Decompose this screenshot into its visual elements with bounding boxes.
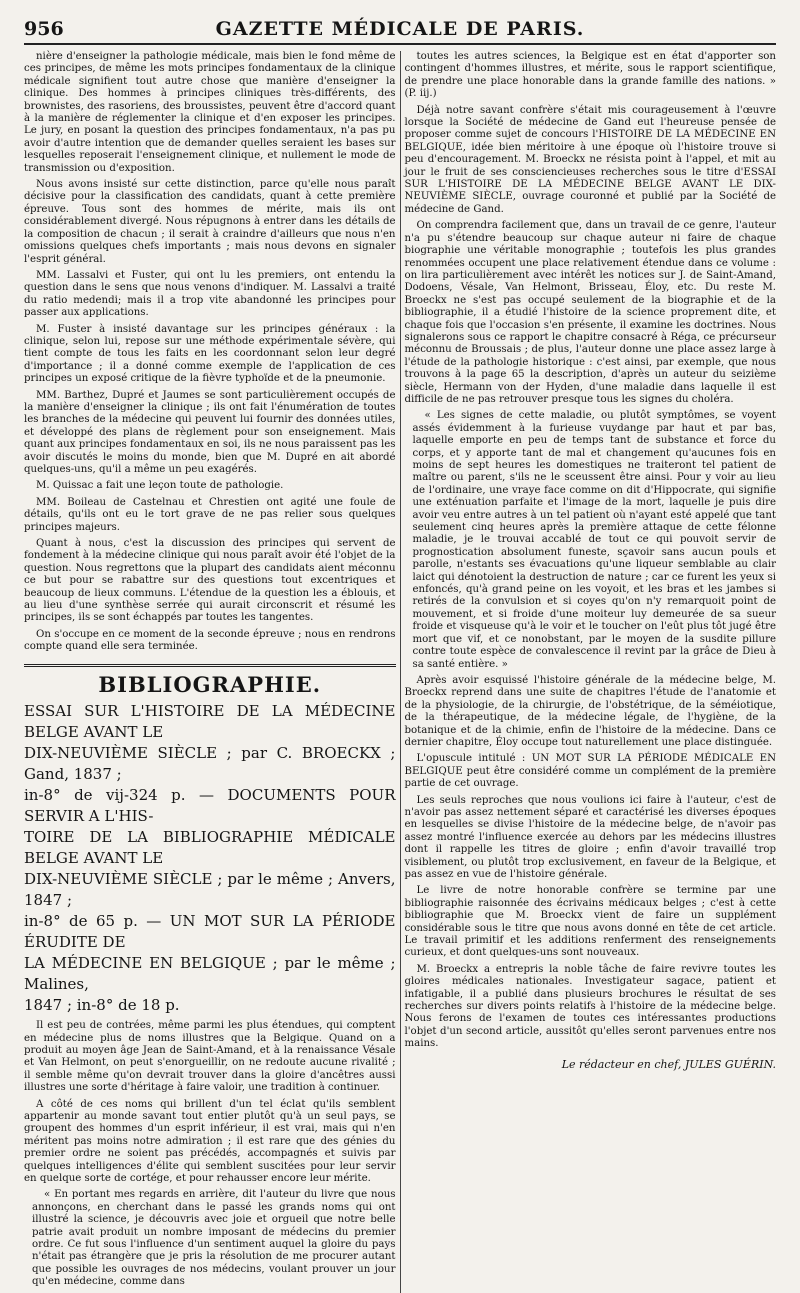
paragraph: MM. Lassalvi et Fuster, qui ont lu les premiers, ont entendu la question dans le sens que nous venons d'indiquer. M. Lassalvi a traité du ratio medendi; mais il a trop vite abandonné les principes pour passer aux applications. <box>24 269 396 319</box>
paragraph: On comprendra facilement que, dans un travail de ce genre, l'auteur n'a pu s'étendre beaucoup sur chaque auteur ni faire de chaque biographie une véritable monographie ; toutefois les plus grandes renommées occupent une place relativement étendue dans ce volume : on lira particulièrement avec intérêt les notices sur J. de Saint-Amand, Dodoens, Vésale, Van Helmont, Brisseau, Éloy, etc. Du reste M. Broeckx ne s'est pas occupé seulement de la biographie et de la bibliographie, il a étudié l'histoire de la science proprement dite, et chaque fois que l'occasion s'en présente, il examine les doctrines. Nous signalerons sous ce rapport le chapitre consacré à Réga, ce précurseur méconnu de Broussais ; de plus, l'auteur donne une place assez large à l'étude de la pathologie historique : c'est ainsi, par exemple, que nous trouvons à la page 65 la description, d'après un auteur du seizième siècle, Hermann von der Hyden, d'une maladie dans laquelle il est difficile de ne pas retrouver presque tous les signes du choléra. <box>404 220 776 405</box>
citation-line: LA MÉDECINE EN BELGIQUE ; par le même ; Malines, <box>24 954 396 994</box>
page-header <box>24 18 776 45</box>
columns <box>24 51 776 1293</box>
left-column <box>24 51 396 1293</box>
bibliography-paragraphs <box>24 1020 396 1185</box>
citation-line: in-8° de vij-324 p. — DOCUMENTS POUR SERVIR A L'HIS- <box>24 786 396 826</box>
bibliography-citation <box>24 701 396 1016</box>
citation-line: DIX-NEUVIÈME SIÈCLE ; par C. BROECKX ; Gand, 1837 ; <box>24 744 396 784</box>
paragraph: MM. Barthez, Dupré et Jaumes se sont particulièrement occupés de la manière d'enseigner la clinique ; ils ont fait l'énumération de toutes les branches de la médecine qui peuvent lui fournir des données utiles, et développé des plans de règlement pour son enseignement. Mais quant aux principes fondamentaux en soi, ils ne nous paraissent pas les avoir discutés le moins du monde, bien que M. Dupré en ait abordé quelques-uns, qu'il a même un peu exagérés. <box>24 389 396 475</box>
paragraph: M. Broeckx a entrepris la noble tâche de faire revivre toutes les gloires médicales nationales. Investigateur sagace, patient et infatigable, il a publié dans plusieurs brochures le résultat de ses recherches sur divers points relatifs à l'histoire de la médecine belge. Nous ferons de l'examen de toutes ces intéressantes productions l'objet d'un second article, aussitôt qu'elles seront parvenues entre nos mains. <box>404 963 776 1050</box>
paragraph: M. Fuster à insisté davantage sur les principes généraux : la clinique, selon lui, repose sur une méthode expérimentale sévère, qui tient compte de tous les faits en les coordonnant selon leur degré d'importance ; il a donné comme exemple de l'application de ces principes un exposé critique de la fièvre typhoïde et de la pneumonie. <box>24 323 396 385</box>
editor-signature: Le rédacteur en chef, JULES GUÉRIN. <box>561 1057 776 1071</box>
right-column <box>405 51 777 1293</box>
paragraph: L'opuscule intitulé : UN MOT SUR LA PÉRIODE MÉDICALE EN BELGIQUE peut être considéré comme un complément de la première partie de cet ouvrage. <box>404 753 776 790</box>
paragraph: A côté de ces noms qui brillent d'un tel éclat qu'ils semblent appartenir au monde savant tout entier plutôt qu'à un seul pays, se groupent des hommes d'un esprit inférieur, il est vrai, mais qui n'en méritent pas moins notre admiration ; il est rare que des génies du premier ordre ne soient pas précédés, accompagnés et suivis par quelques intelligences d'élite qui semblent suscitées pour leur servir en quelque sorte de cortége, et pour rehausser encore leur mérite. <box>24 1098 396 1184</box>
paragraph: Quant à nous, c'est la discussion des principes qui servent de fondement à la médecine clinique qui nous paraît avoir été l'objet de la question. Nous regrettons que la plupart des candidats aient méconnu ce but pour se rabattre sur des questions tout excentriques et beaucoup de lieux communs. L'étendue de la question les a éblouis, et au lieu d'une synthèse serrée qui aurait circonscrit et résumé les principes, ils se sont échappés par toutes les tangentes. <box>24 538 396 624</box>
paragraph: « Les signes de cette maladie, ou plutôt symptômes, se voyent assés évidemment à la furieuse vuydange par haut et par bas, laquelle emporte en peu de temps tant de substance et force du corps, et y apporte tant de mal et changement qu'aucunes fois en moins de sept heures les domestiques ne traiteront tel patient de maître ou parent, s'ils ne le sceussent être ainsi. Pour y voir au lieu de l'ordinaire, une vraye face comme on dit d'Hippocrate, qui signifie une exténuation parfaite et l'image de la mort, laquelle je puis dire avoir veu entre autres à un tel patient où n'ayant esté appelé que tant seulement cinq heures après la première attaque de cette félonne maladie, je le trouvai accablé de tout ce qui pouvoit servir de prognostication absolument funeste, sçavoir sans aucun pouls et parolle, n'estants ses évacuations qu'une liqueur semblable au clair laict qui dénotoient la destruction de nature ; car ce furent les yeux si enfoncés, qu'à grand peine on les voyoit, et les bras et les jambes si retirés de la convulsion et si coyes qu'on n'y remarquoit point de mouvement, et si froide d'une moiteur luy demeurée de sa sueur froide et visqueuse qu'à le voir et le toucher on l'eût plus tôt jugé être mort que vif, et ce nonobstant, par le moyen de la susdite pillure contre toute espèce de convalescence il revint par la grâce de Dieu à sa santé entière. » <box>405 410 777 671</box>
citation-line: 1847 ; in-8° de 18 p. <box>24 996 180 1015</box>
paragraph: Déjà notre savant confrère s'était mis courageusement à l'œuvre lorsque la Société de médecine de Gand eut l'heureuse pensée de proposer comme sujet de concours l'HISTOIRE DE LA MÉDECINE EN BELGIQUE, idée bien méritoire à une époque où l'histoire trouve si peu d'encouragement. M. Broeckx ne résista point à l'appel, et mit au jour le fruit de ses consciencieuses recherches sous le titre d'ESSAI SUR L'HISTOIRE DE LA MÉDECINE BELGE AVANT LE DIX-NEUVIÈME SIÈCLE, ouvrage couronné et publié par la Société de médecine de Gand. <box>404 104 776 215</box>
paragraph: Les seuls reproches que nous voulions ici faire à l'auteur, c'est de n'avoir pas assez nettement séparé et caractérisé les diverses époques en lesquelles se divise l'histoire de la médecine belge, de n'avoir pas assez montré l'influence exercée au dehors par les médecins illustres dont il rappelle les titres de gloire ; enfin d'avoir travaillé trop visiblement, ou plutôt trop exclusivement, en faveur de la Belgique, et pas assez en vue de l'histoire générale. <box>404 794 776 880</box>
column-rule <box>400 51 401 1293</box>
paragraph: toutes les autres sciences, la Belgique est en état d'apporter son contingent d'hommes illustres, et mérite, sous le rapport scientifique, de prendre une place honorable dans la grande famille des nations. » (P. iij.) <box>404 51 776 100</box>
paragraph: nière d'enseigner la pathologie médicale, mais bien le fond même de ces principes, de même les mots principes fondamentaux de la clinique médicale signifient tout autre chose que manière d'enseigner la clinique. Des hommes à principes cliniques très-différents, des brownistes, des rasoriens, des broussistes, peuvent être d'accord quant à la manière de réglementer la clinique et d'en exposer les principes. Le jury, en posant la question des principes fondamentaux, n'a pas pu avoir d'autre intention que de demander quelles seraient les bases sur lesquelles reposerait l'enseignement clinique, et nullement le mode de transmission ou d'exposition. <box>24 51 396 174</box>
page-number: 956 <box>24 18 64 40</box>
citation-line: ESSAI SUR L'HISTOIRE DE LA MÉDECINE BELGE AVANT LE <box>24 702 396 742</box>
paragraph: Le livre de notre honorable confrère se termine par une bibliographie raisonnée des écrivains médicaux belges ; c'est à cette bibliographie que M. Broeckx vient de faire un supplément considérable sous le titre que nous avons donné en tête de cet article. Le travail primitif et les additions renferment des renseignements curieux, et dont quelques-uns sont nouveaux. <box>404 885 776 959</box>
paragraph: Il est peu de contrées, même parmi les plus étendues, qui comptent en médecine plus de noms illustres que la Belgique. Quand on a produit au moyen âge Jean de Saint-Amand, et à la renaissance Vésale et Van Helmont, on peut s'enorgueillir, on ne redoute aucune rivalité ; il semble même qu'on devrait trouver dans la gloire d'ancêtres aussi illustres une sorte d'héritage à faire valoir, une tradition à continuer. <box>24 1020 396 1094</box>
bibliography-title: BIBLIOGRAPHIE. <box>98 671 322 697</box>
left-paragraphs <box>24 51 396 654</box>
section-divider <box>24 664 396 667</box>
paragraph: « En portant mes regards en arrière, dit l'auteur du livre que nous annonçons, en cherchant dans le passé les grands noms qui ont illustré la science, je découvris avec joie et orgueil que notre belle patrie avait produit un nombre imposant de médecins du premier ordre. Ce fut sous l'influence d'un sentiment auquel la gloire du pays n'était pas étrangère que je pris la résolution de me procurer autant que possible les ouvrages de nos médecins, voulant prouver un jour qu'en médecine, comme dans <box>24 1189 396 1288</box>
citation-line: TOIRE DE LA BIBLIOGRAPHIE MÉDICALE BELGE AVANT LE <box>24 828 396 868</box>
right-after-paragraphs <box>405 675 777 1051</box>
paragraph: Après avoir esquissé l'histoire générale de la médecine belge, M. Broeckx reprend dans une suite de chapitres l'étude de l'anatomie et de la physiologie, de la chirurgie, de l'obstétrique, de la séméiotique, de la thérapeutique, de la médecine légale, de l'hygiène, de la botanique et de la chimie, enfin de l'histoire de la médecine. Dans ce dernier chapitre, Éloy occupe tout naturellement une place distinguée. <box>404 674 776 748</box>
citation-line: DIX-NEUVIÈME SIÈCLE ; par le même ; Anvers, 1847 ; <box>24 870 396 910</box>
paragraph: Nous avons insisté sur cette distinction, parce qu'elle nous paraît décisive pour la classification des candidats, quant à cette première épreuve. Tous sont des hommes de mérite, mais ils ont considérablement divergé. Nous répugnons à entrer dans les détails de la composition de chacun ; il serait à craindre d'ailleurs que nous n'en omissions quelques chefs importants ; mais nous devons en signaler l'esprit général. <box>24 179 396 265</box>
paragraph: M. Quissac a fait une leçon toute de pathologie. <box>36 480 284 492</box>
paragraph: On s'occupe en ce moment de la seconde épreuve ; nous en rendrons compte quand elle sera terminée. <box>24 628 396 653</box>
left-quote <box>24 1189 396 1288</box>
citation-line: in-8° de 65 p. — UN MOT SUR LA PÉRIODE ÉRUDITE DE <box>24 912 396 952</box>
right-paragraphs <box>405 51 777 406</box>
right-quote <box>405 410 777 671</box>
journal-title: GAZETTE MÉDICALE DE PARIS. <box>215 18 585 40</box>
paragraph: MM. Boileau de Castelnau et Chrestien ont agité une foule de détails, qu'ils ont eu le tort grave de ne pas relier sous quelques principes majeurs. <box>24 496 396 533</box>
